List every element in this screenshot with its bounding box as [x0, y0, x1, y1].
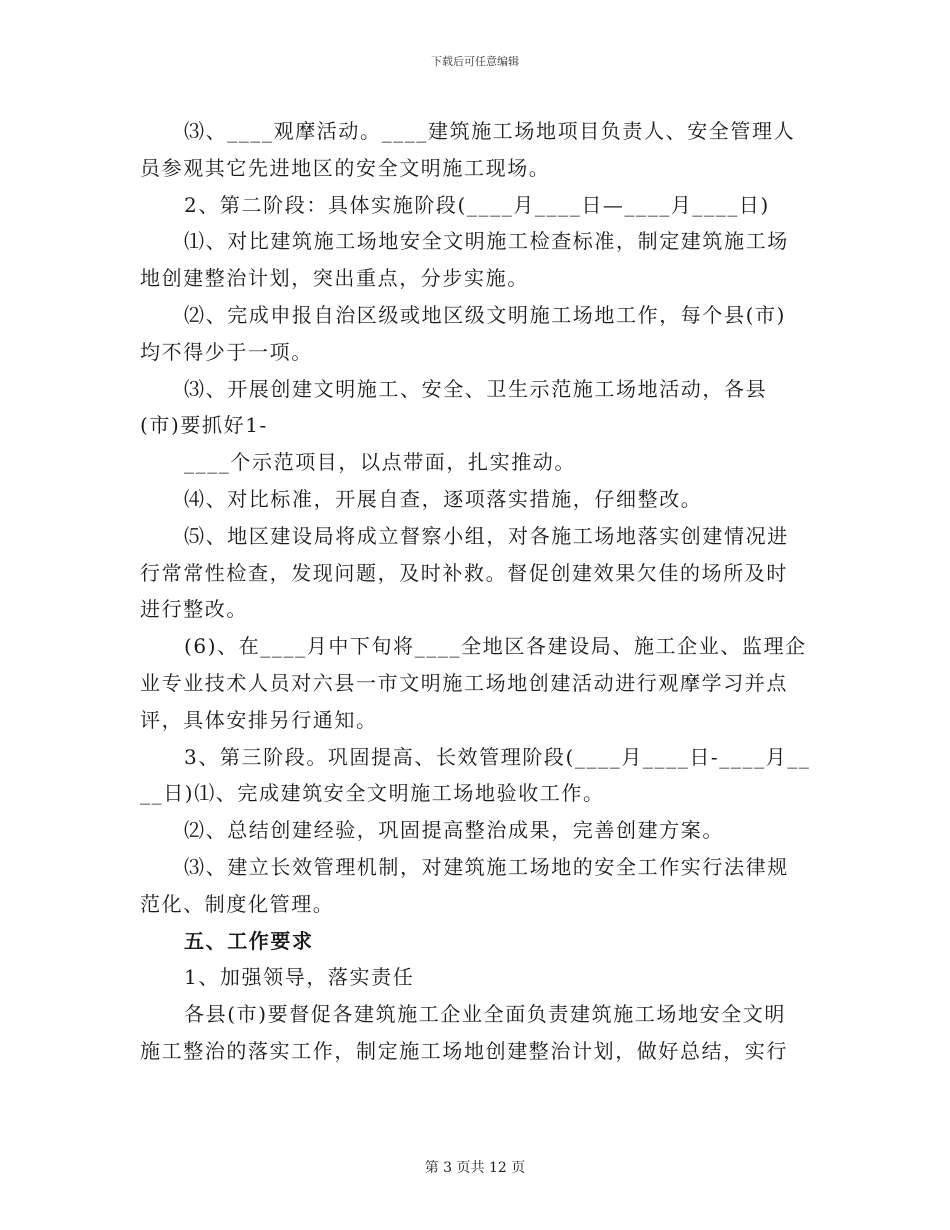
page-footer: 第 3 页共 12 页 — [424, 1160, 526, 1176]
text-line: (市)要抓好1- — [140, 413, 268, 438]
text-line: 地创建整治计划，突出重点，分步实施。 — [140, 266, 529, 291]
section-heading: 五、工作要求 — [184, 928, 314, 953]
text-line: __日)⑴、完成建筑安全文明施工场地验收工作。 — [140, 781, 605, 806]
text-line: ⑷、对比标准，开展自查，逐项落实措施，仔细整改。 — [184, 486, 703, 511]
subsection-heading: 1、加强领导，落实责任 — [184, 965, 415, 990]
text-line: 员参观其它先进地区的安全文明施工现场。 — [140, 155, 551, 180]
text-line: ⑶、建立长效管理机制，对建筑施工场地的安全工作实行法律规 — [184, 854, 789, 879]
text-line: ⑵、完成申报自治区级或地区级文明施工场地工作，每个县(市) — [184, 302, 787, 327]
text-line: 均不得少于一项。 — [140, 339, 313, 364]
text-line: ⑶、____观摩活动。____建筑施工场地项目负责人、安全管理人 — [184, 119, 796, 143]
text-line: ⑸、地区建设局将成立督察小组，对各施工场地落实创建情况进 — [184, 523, 789, 548]
text-line: 各县(市)要督促各建筑施工企业全面负责建筑施工场地安全文明 — [184, 1002, 787, 1027]
text-line: 施工整治的落实工作，制定施工场地创建整治计划，做好总结，实行 — [140, 1038, 788, 1063]
text-line: 行常常性检查，发现问题，及时补救。督促创建效果欠佳的场所及时 — [140, 560, 788, 585]
text-line: 3、第三阶段。巩固提高、长效管理阶段(____月____日-____月__ — [184, 744, 811, 769]
text-line: ____个示范项目，以点带面，扎实推动。 — [184, 450, 576, 475]
text-line: (6)、在____月中下旬将____全地区各建设局、施工企业、监理企 — [184, 634, 807, 659]
text-line: ⑵、总结创建经验，巩固提高整治成果，完善创建方案。 — [184, 818, 724, 843]
page-header: 下载后可任意编辑 — [431, 55, 519, 68]
text-line: ⑴、对比建筑施工场地安全文明施工检查标准，制定建筑施工场 — [184, 229, 789, 254]
text-line: 进行整改。 — [140, 597, 248, 622]
text-line: 评，具体安排另行通知。 — [140, 707, 378, 732]
text-line: 范化、制度化管理。 — [140, 891, 335, 916]
text-line: 2、第二阶段：具体实施阶段(____月____日—____月____日) — [184, 192, 770, 217]
text-line: 业专业技术人员对六县一市文明施工场地创建活动进行观摩学习并点 — [140, 670, 788, 695]
document-body — [140, 113, 815, 1070]
text-line: ⑶、开展创建文明施工、安全、卫生示范施工场地活动，各县 — [184, 376, 768, 401]
